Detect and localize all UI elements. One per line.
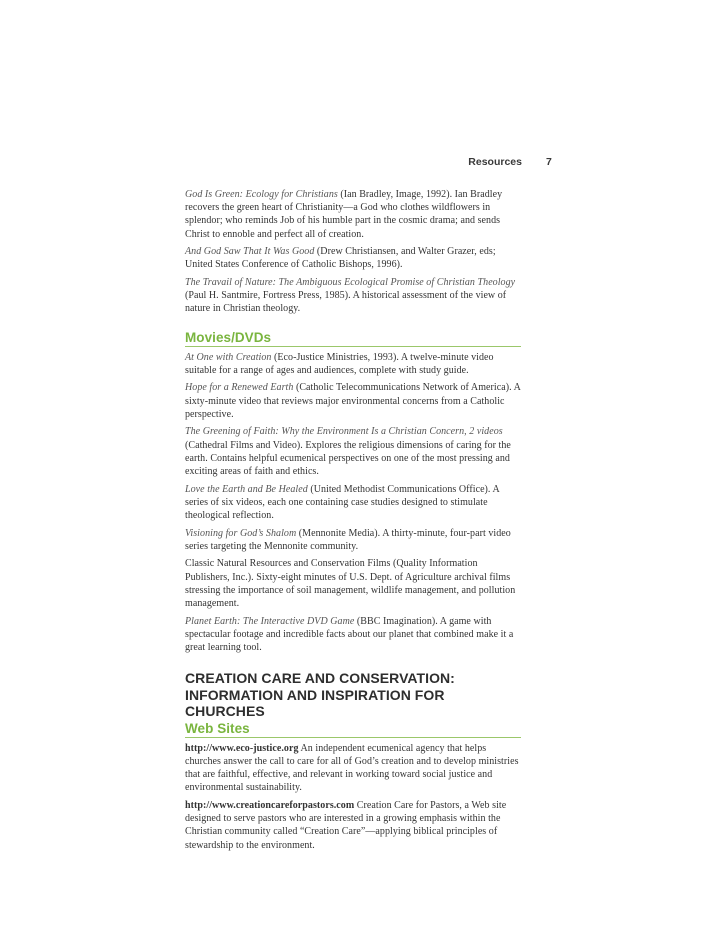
websites-heading: Web Sites bbox=[185, 720, 250, 736]
creation-heading bbox=[185, 670, 521, 720]
website-url: http://www.eco-justice.org bbox=[185, 742, 299, 754]
website-entry bbox=[185, 742, 521, 795]
section-rule bbox=[185, 346, 521, 347]
movies-section bbox=[185, 329, 521, 655]
creation-section bbox=[185, 670, 521, 852]
movie-entry bbox=[185, 527, 521, 553]
page-number: 7 bbox=[546, 156, 552, 168]
entry-title: At One with Creation bbox=[185, 351, 272, 363]
entry-description: (Drew Christiansen, and Walter Grazer, eds; United States Conference of Catholic Bishops, 1996). bbox=[185, 246, 496, 271]
creation-heading-line2: INFORMATION AND INSPIRATION FOR CHURCHES bbox=[185, 686, 445, 720]
entry-description: Creation Care for Pastors, a Web site designed to serve pastors who are interested in a growing emphasis within the Christian community called “Creation Care”—applying biblical principles of stewardship to the environment. bbox=[185, 799, 507, 851]
entry-description: Classic Natural Resources and Conservation Films (Quality Information Publishers, Inc.). Sixty-eight minutes of U.S. Dept. of Agriculture archival films stressing the importance of soil management, wildlife management, and pollution management. bbox=[185, 558, 516, 610]
movie-entry bbox=[185, 351, 521, 377]
entry-description: (Cathedral Films and Video). Explores the religious dimensions of caring for the earth. Contains helpful ecumenical perspectives on one of the most pressing and exciting areas of faith and ethics. bbox=[185, 439, 511, 478]
movie-entry bbox=[185, 425, 521, 478]
entry-title: The Travail of Nature: The Ambiguous Ecological Promise of Christian Theology bbox=[185, 277, 516, 288]
entry-description: (Ian Bradley, Image, 1992). Ian Bradley recovers the green heart of Christianity—a God who clothes wildflowers in splendor; who reminds Job of his humble part in the cosmic drama; and sends Christ to ennoble and perfect all of creation. bbox=[185, 189, 503, 240]
website-url: http://www.creationcareforpastors.com bbox=[185, 799, 355, 811]
running-header bbox=[0, 156, 728, 172]
entry-description: (BBC Imagination). A game with spectacular footage and incredible facts about our planet that combined make it a great learning tool. bbox=[185, 615, 514, 654]
page-content bbox=[185, 188, 521, 856]
movie-entry bbox=[185, 557, 521, 610]
books-list bbox=[185, 188, 521, 316]
entry-description: (Paul H. Santmire, Fortress Press, 1985). A historical assessment of the view of nature in Christian theology. bbox=[185, 290, 507, 315]
creation-heading-line1: CREATION CARE AND CONSERVATION: bbox=[185, 670, 455, 687]
section-rule bbox=[185, 737, 521, 738]
book-entry bbox=[185, 276, 521, 316]
entry-title: And God Saw That It Was Good bbox=[185, 246, 315, 258]
entry-title: Hope for a Renewed Earth bbox=[185, 382, 294, 394]
movies-heading: Movies/DVDs bbox=[185, 329, 272, 345]
book-entry bbox=[185, 188, 521, 241]
entry-title: Planet Earth: The Interactive DVD Game bbox=[185, 615, 355, 627]
movie-entry bbox=[185, 615, 521, 655]
entry-title: Love the Earth and Be Healed bbox=[185, 483, 308, 495]
website-entry bbox=[185, 799, 521, 852]
movie-entry bbox=[185, 483, 521, 523]
entry-title: The Greening of Faith: Why the Environment Is a Christian Concern, 2 videos bbox=[185, 426, 503, 438]
entry-title: God Is Green: Ecology for Christians bbox=[185, 189, 338, 200]
entry-description: (United Methodist Communications Office). A series of six videos, each one containing case studies designed to stimulate theological reflection. bbox=[185, 483, 500, 522]
entry-title: Visioning for God’s Shalom bbox=[185, 527, 297, 539]
book-entry bbox=[185, 245, 521, 271]
entry-description: (Eco-Justice Ministries, 1993). A twelve-minute video suitable for a range of ages and audiences, complete with study guide. bbox=[185, 351, 494, 376]
entry-description: An independent ecumenical agency that helps churches answer the call to care for all of God’s creation and to develop ministries that are faithful, effective, and relevant in working toward social justice and environmental sustainability. bbox=[185, 742, 519, 794]
section-title: Resources bbox=[468, 156, 522, 168]
entry-description: (Mennonite Media). A thirty-minute, four-part video series targeting the Mennonite community. bbox=[185, 527, 511, 552]
entry-description: (Catholic Telecommunications Network of America). A sixty-minute video that reviews major environmental concerns from a Catholic perspective. bbox=[185, 382, 521, 420]
movie-entry bbox=[185, 381, 521, 421]
